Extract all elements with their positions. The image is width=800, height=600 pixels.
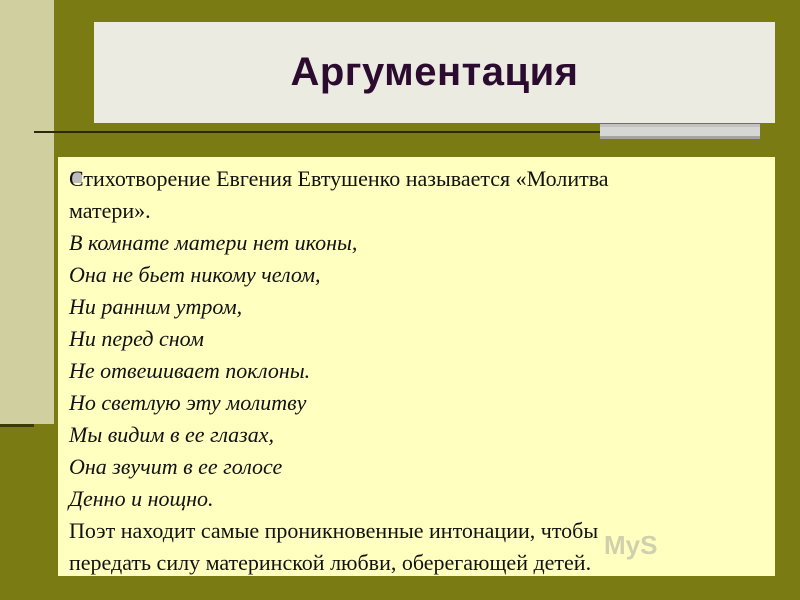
conclusion-line-2: передать силу материнской любви, оберегающей детей. bbox=[69, 550, 592, 575]
poem-line: Денно и нощно. bbox=[69, 486, 214, 511]
content-text bbox=[69, 163, 759, 579]
title-underline-light bbox=[600, 124, 760, 139]
watermark-logo: MyS bbox=[604, 530, 658, 560]
poem-line: Она не бьет никому челом, bbox=[69, 262, 321, 287]
conclusion-line-1: Поэт находит самые проникновенные интонации, чтобы bbox=[69, 518, 599, 543]
poem-line: Но светлую эту молитву bbox=[69, 390, 307, 415]
poem-line: Она звучит в ее голосе bbox=[69, 454, 283, 479]
content-box bbox=[58, 157, 775, 576]
intro-line-2: матери». bbox=[69, 198, 151, 223]
poem-line: Не отвешивает поклоны. bbox=[69, 358, 311, 383]
poem-line: Ни ранним утром, bbox=[69, 294, 243, 319]
intro-line-1: Стихотворение Евгения Евтушенко называется «Молитва bbox=[69, 166, 609, 191]
title-box bbox=[94, 22, 775, 123]
poem-line: Мы видим в ее глазах, bbox=[69, 422, 275, 447]
left-decorative-band bbox=[0, 0, 54, 424]
poem-line: Ни перед сном bbox=[69, 326, 204, 351]
title-underline-dark bbox=[34, 131, 600, 133]
slide-title: Аргументация bbox=[290, 50, 579, 94]
left-band-divider bbox=[0, 424, 34, 427]
poem-line: В комнате матери нет иконы, bbox=[69, 230, 358, 255]
